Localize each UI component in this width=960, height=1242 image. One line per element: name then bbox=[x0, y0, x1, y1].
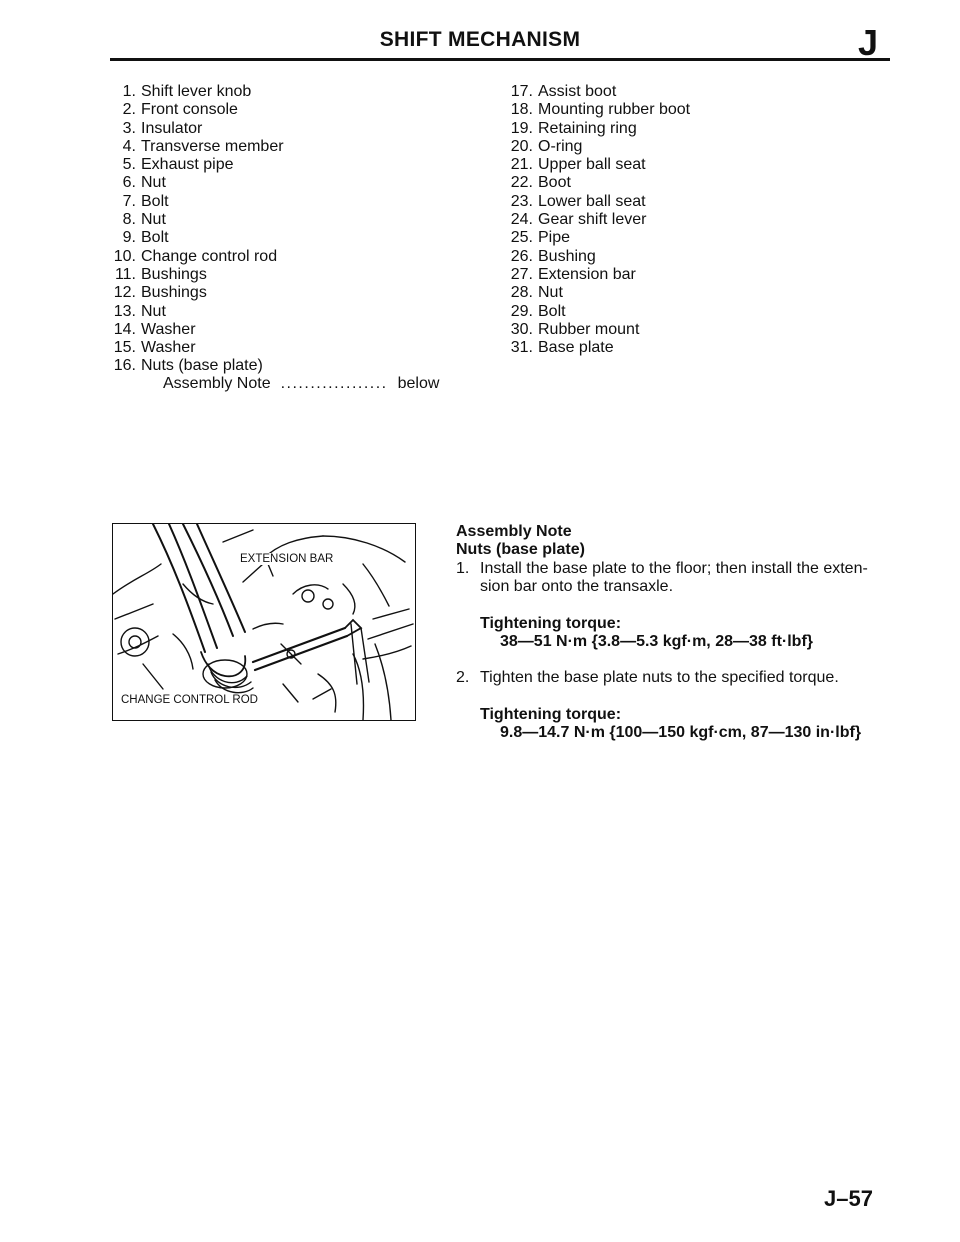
parts-list-item bbox=[108, 248, 284, 266]
parts-list-item bbox=[108, 193, 284, 211]
torque-label: Tightening torque: bbox=[480, 614, 622, 632]
part-number: 16. bbox=[113, 357, 136, 375]
step-number: 2. bbox=[456, 669, 470, 687]
figure-label-extension-bar: EXTENSION BAR bbox=[240, 553, 334, 565]
part-number: 5. bbox=[122, 156, 136, 174]
part-name: Extension bar bbox=[538, 265, 636, 283]
parts-list-item bbox=[108, 138, 284, 156]
part-name: Nut bbox=[141, 211, 166, 229]
part-name: O-ring bbox=[538, 137, 583, 155]
part-number: 7. bbox=[122, 192, 136, 210]
parts-list-item bbox=[108, 211, 284, 229]
part-name: Lower ball seat bbox=[538, 192, 646, 210]
parts-list-item bbox=[505, 248, 690, 266]
parts-list-item bbox=[505, 83, 690, 101]
part-number: 25. bbox=[510, 229, 533, 247]
assembly-note bbox=[456, 523, 896, 743]
parts-list-item bbox=[505, 339, 690, 357]
parts-list-item bbox=[108, 284, 284, 302]
part-name: Base plate bbox=[538, 339, 614, 357]
part-number: 12. bbox=[113, 284, 136, 302]
note-ref-label: Assembly Note bbox=[163, 375, 271, 392]
part-name: Nut bbox=[141, 302, 166, 320]
parts-list-item bbox=[108, 303, 284, 321]
part-name: Bushings bbox=[141, 284, 207, 302]
figure-label-change-control-rod: CHANGE CONTROL ROD bbox=[121, 694, 258, 706]
part-number: 18. bbox=[510, 101, 533, 119]
part-number: 1. bbox=[122, 83, 136, 100]
parts-list-item bbox=[505, 321, 690, 339]
part-name: Nut bbox=[141, 174, 166, 192]
part-number: 20. bbox=[510, 137, 533, 155]
step-text: Tighten the base plate nuts to the specified torque. bbox=[480, 669, 839, 687]
part-number: 14. bbox=[113, 320, 136, 338]
part-number: 19. bbox=[510, 119, 533, 137]
installation-figure bbox=[112, 523, 416, 721]
part-number: 23. bbox=[510, 192, 533, 210]
part-name: Bushing bbox=[538, 247, 596, 265]
parts-list-item bbox=[108, 339, 284, 357]
part-number: 10. bbox=[113, 247, 136, 265]
part-number: 22. bbox=[510, 174, 533, 192]
parts-list-item bbox=[108, 321, 284, 339]
part-number: 4. bbox=[122, 137, 136, 155]
part-name: Transverse member bbox=[141, 137, 284, 155]
parts-list-item bbox=[505, 101, 690, 119]
page-number: J–57 bbox=[824, 1186, 873, 1211]
parts-list-item bbox=[505, 211, 690, 229]
parts-list-item bbox=[108, 101, 284, 119]
parts-list-item bbox=[505, 174, 690, 192]
parts-list-item bbox=[505, 303, 690, 321]
torque-spec-2 bbox=[480, 706, 896, 743]
part-number: 31. bbox=[510, 339, 533, 357]
part-name: Gear shift lever bbox=[538, 211, 647, 229]
part-name: Bolt bbox=[141, 229, 169, 247]
parts-list-item bbox=[108, 156, 284, 174]
parts-list-item bbox=[108, 174, 284, 192]
part-number: 30. bbox=[510, 320, 533, 338]
assembly-note-reference bbox=[163, 375, 439, 393]
note-ref-target: below bbox=[397, 375, 440, 392]
parts-list-item bbox=[505, 138, 690, 156]
part-number: 17. bbox=[510, 83, 533, 100]
part-name: Upper ball seat bbox=[538, 156, 646, 174]
part-name: Front console bbox=[141, 101, 238, 119]
page-title: SHIFT MECHANISM bbox=[379, 28, 581, 51]
part-name: Assist boot bbox=[538, 83, 617, 100]
part-number: 21. bbox=[510, 156, 533, 174]
part-name: Washer bbox=[141, 320, 196, 338]
parts-list-item bbox=[505, 120, 690, 138]
step-number: 1. bbox=[456, 559, 470, 577]
parts-list-left bbox=[108, 83, 284, 376]
part-name: Bushings bbox=[141, 265, 207, 283]
parts-list-item bbox=[505, 229, 690, 247]
part-name: Rubber mount bbox=[538, 320, 640, 338]
torque-spec-1 bbox=[480, 615, 896, 652]
part-name: Change control rod bbox=[141, 247, 278, 265]
part-number: 9. bbox=[122, 229, 136, 247]
note-step-2 bbox=[456, 669, 896, 687]
part-name: Nut bbox=[538, 284, 563, 302]
parts-list-item bbox=[108, 120, 284, 138]
part-name: Retaining ring bbox=[538, 119, 637, 137]
part-number: 2. bbox=[122, 101, 136, 119]
part-name: Pipe bbox=[538, 229, 571, 247]
note-subheading: Nuts (base plate) bbox=[456, 541, 585, 559]
note-heading: Assembly Note bbox=[456, 523, 572, 540]
part-number: 29. bbox=[510, 302, 533, 320]
section-letter: J bbox=[858, 22, 879, 63]
part-number: 26. bbox=[510, 247, 533, 265]
part-number: 28. bbox=[510, 284, 533, 302]
part-name: Insulator bbox=[141, 119, 203, 137]
parts-list-item bbox=[108, 229, 284, 247]
part-name: Exhaust pipe bbox=[141, 156, 234, 174]
part-name: Nuts (base plate) bbox=[141, 357, 263, 375]
torque-label: Tightening torque: bbox=[480, 705, 622, 723]
parts-list-item bbox=[505, 193, 690, 211]
note-ref-leader: .................. bbox=[280, 375, 388, 392]
parts-list-item bbox=[108, 266, 284, 284]
part-name: Shift lever knob bbox=[141, 83, 252, 100]
part-number: 3. bbox=[122, 119, 136, 137]
part-name: Mounting rubber boot bbox=[538, 101, 691, 119]
part-number: 11. bbox=[114, 265, 136, 283]
part-name: Boot bbox=[538, 174, 571, 192]
torque-value: 9.8—14.7 N·m {100—150 kgf·cm, 87—130 in·lbf} bbox=[500, 724, 862, 742]
header-rule bbox=[110, 58, 890, 61]
parts-list-item bbox=[505, 284, 690, 302]
parts-list-item bbox=[108, 83, 284, 101]
part-name: Washer bbox=[141, 339, 196, 357]
step-text: Install the base plate to the floor; then install the exten-sion bar onto the transaxle. bbox=[480, 559, 868, 596]
part-number: 27. bbox=[510, 265, 533, 283]
part-number: 15. bbox=[113, 339, 136, 357]
part-number: 24. bbox=[510, 211, 533, 229]
part-number: 6. bbox=[122, 174, 136, 192]
parts-list-right bbox=[505, 83, 690, 357]
parts-list-item bbox=[505, 156, 690, 174]
parts-list-item bbox=[108, 357, 284, 375]
part-name: Bolt bbox=[538, 302, 566, 320]
torque-value: 38—51 N·m {3.8—5.3 kgf·m, 28—38 ft·lbf} bbox=[500, 633, 813, 651]
part-number: 13. bbox=[113, 302, 136, 320]
parts-list-item bbox=[505, 266, 690, 284]
part-name: Bolt bbox=[141, 192, 169, 210]
part-number: 8. bbox=[122, 211, 136, 229]
note-step-1 bbox=[456, 560, 896, 597]
